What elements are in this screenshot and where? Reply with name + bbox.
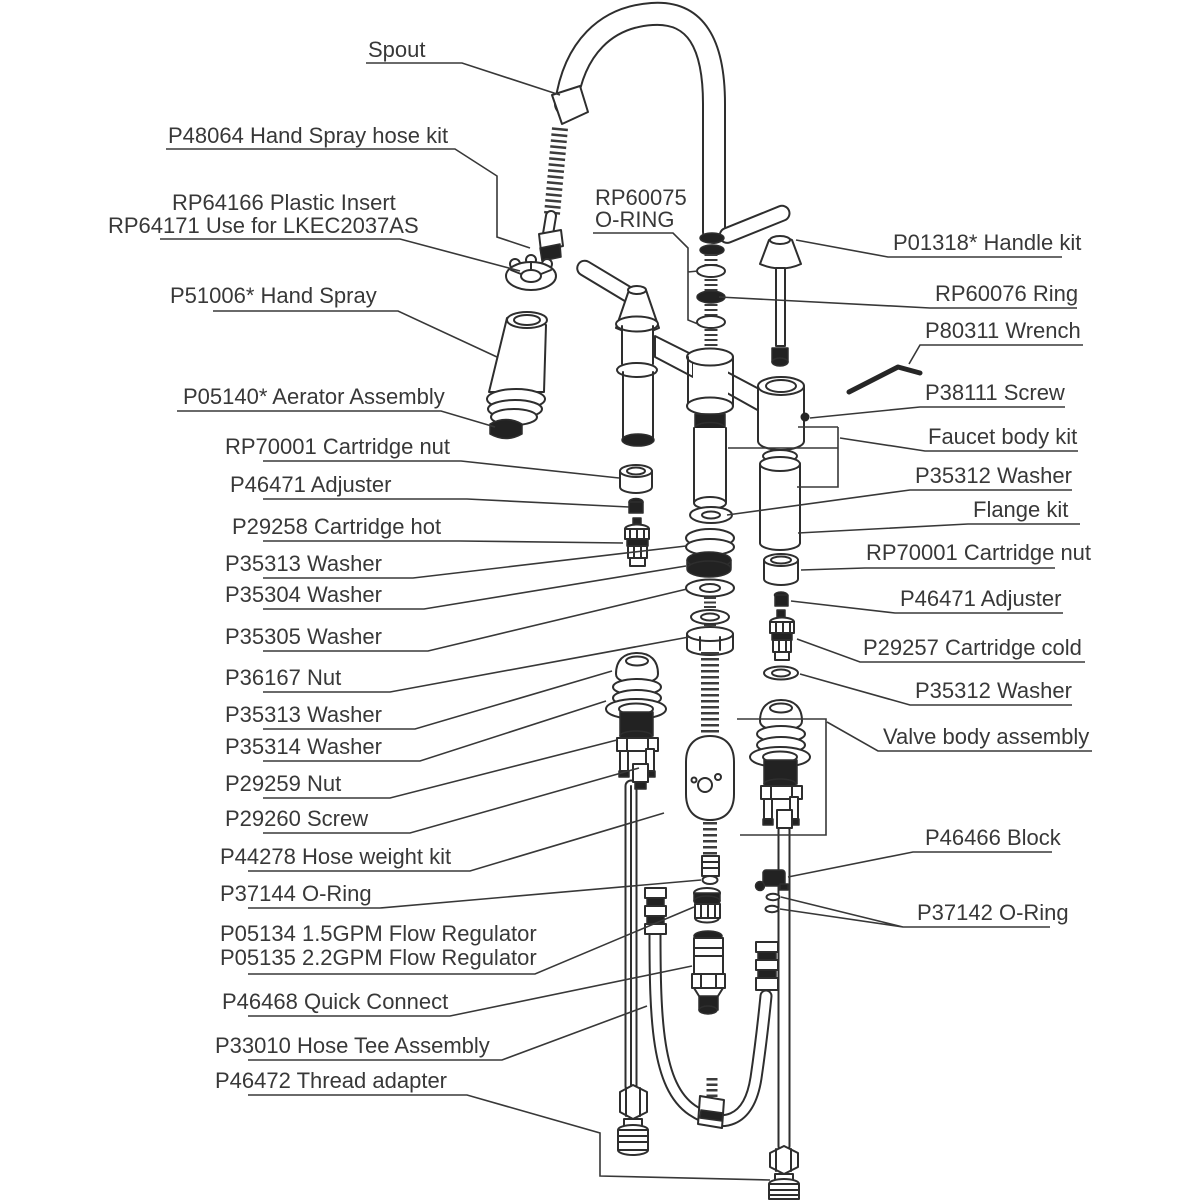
o-ring-upper	[697, 265, 725, 277]
callout-spout: Spout	[368, 37, 426, 62]
leader-cartridge-hot	[263, 541, 623, 543]
callout-washer-p35305: P35305 Washer	[225, 624, 382, 649]
callout-hose-tee: P33010 Hose Tee Assembly	[215, 1033, 490, 1058]
callout-block: P46466 Block	[925, 825, 1061, 850]
callout-flow-regulator-line2: P05135 2.2GPM Flow Regulator	[220, 945, 537, 970]
callout-wrench: P80311 Wrench	[925, 318, 1081, 343]
callout-washer-p35304: P35304 Washer	[225, 582, 382, 607]
callout-nut-p29259: P29259 Nut	[225, 771, 342, 796]
right-thread-adapter-drawing	[769, 1146, 799, 1199]
leader-screw-p38111	[810, 407, 1065, 418]
callout-aerator: P05140* Aerator Assembly	[183, 384, 445, 409]
callout-washer-p35314: P35314 Washer	[225, 734, 382, 759]
leader-cartridge-nut-right	[801, 568, 1055, 570]
callout-rp60075-line1: RP60075	[595, 185, 687, 210]
callout-flow-regulator-line1: P05134 1.5GPM Flow Regulator	[220, 921, 537, 946]
callout-cartridge-cold: P29257 Cartridge cold	[863, 635, 1082, 660]
callout-washer-p35313-b: P35313 Washer	[225, 702, 382, 727]
callout-nut-p36167: P36167 Nut	[225, 665, 342, 690]
callout-rp60076: RP60076 Ring	[935, 281, 1079, 306]
hand-spray-drawing	[487, 312, 547, 425]
central-washer-stack-drawing	[686, 507, 734, 655]
callout-labels	[108, 37, 1091, 1093]
tee-hose-fitting-right	[756, 942, 778, 952]
screw-p29260-part	[620, 751, 628, 771]
callout-cartridge-nut-right: RP70001 Cartridge nut	[866, 540, 1092, 565]
tee-hose-fitting-left	[645, 888, 666, 898]
callout-adjuster-right: P46471 Adjuster	[900, 586, 1062, 611]
callout-valve-body: Valve body assembly	[883, 724, 1090, 749]
callout-adjuster-left: P46471 Adjuster	[230, 472, 392, 497]
callout-hand-spray-hose-kit: P48064 Hand Spray hose kit	[168, 123, 449, 148]
leader-plastic-insert	[160, 239, 520, 271]
leader-hand-spray	[213, 311, 497, 357]
aerator-drawing	[490, 420, 522, 439]
callout-hand-spray: P51006* Hand Spray	[170, 283, 377, 308]
right-flange-stack-drawing	[760, 450, 800, 680]
hose-weight-drawing	[686, 652, 734, 876]
callout-handle-kit: P01318* Handle kit	[893, 230, 1082, 255]
flow-regulator-drawing	[694, 888, 720, 923]
callout-quick-connect: P46468 Quick Connect	[222, 989, 449, 1014]
callout-plastic-insert-line1: RP64166 Plastic Insert	[172, 190, 396, 215]
set-screw-part	[801, 413, 810, 422]
callout-cartridge-nut-left: RP70001 Cartridge nut	[225, 434, 451, 459]
plastic-insert-drawing	[506, 255, 556, 290]
o-ring-p37144-part	[703, 876, 718, 884]
nut-p36167-part	[687, 627, 733, 641]
callout-washer-p35312-b: P35312 Washer	[915, 678, 1072, 703]
leader-wrench	[909, 345, 1083, 364]
callout-screw-p38111: P38111 Screw	[925, 380, 1065, 405]
callout-hose-weight: P44278 Hose weight kit	[220, 844, 452, 869]
hand-spray-hose-kit-drawing	[539, 128, 563, 261]
left-thread-adapter-drawing	[618, 1085, 648, 1155]
callout-washer-p35312-a: P35312 Washer	[915, 463, 1072, 488]
wrench-part	[849, 367, 920, 392]
callout-cartridge-hot: P29258 Cartridge hot	[232, 514, 442, 539]
o-ring-p37142-part-b	[766, 906, 779, 912]
callout-plastic-insert-line2: RP64171 Use for LKEC2037AS	[108, 213, 419, 238]
callout-faucet-body-kit: Faucet body kit	[928, 424, 1078, 449]
o-ring-lower	[697, 316, 725, 328]
callout-rp60075-line2: O-RING	[595, 207, 675, 232]
quick-connect-drawing	[692, 931, 725, 1014]
callout-screw-p29260: P29260 Screw	[225, 806, 369, 831]
left-handle-drawing	[574, 258, 659, 446]
leader-flange-kit	[798, 524, 1080, 533]
spout-shank-drawing	[697, 233, 725, 352]
callout-thread-adapter: P46472 Thread adapter	[215, 1068, 447, 1093]
leader-spout	[366, 63, 560, 95]
leader-adjuster-left	[263, 499, 629, 507]
callout-o-ring-p37144: P37144 O-Ring	[220, 881, 372, 906]
callout-o-ring-p37142: P37142 O-Ring	[917, 900, 1069, 925]
callout-washer-p35313-a: P35313 Washer	[225, 551, 382, 576]
leader-block	[788, 852, 1052, 877]
leader-aerator	[177, 411, 495, 427]
o-ring-p37142-part-a	[767, 894, 780, 900]
right-handle-drawing	[718, 204, 801, 366]
callout-flange-kit: Flange kit	[973, 497, 1069, 522]
